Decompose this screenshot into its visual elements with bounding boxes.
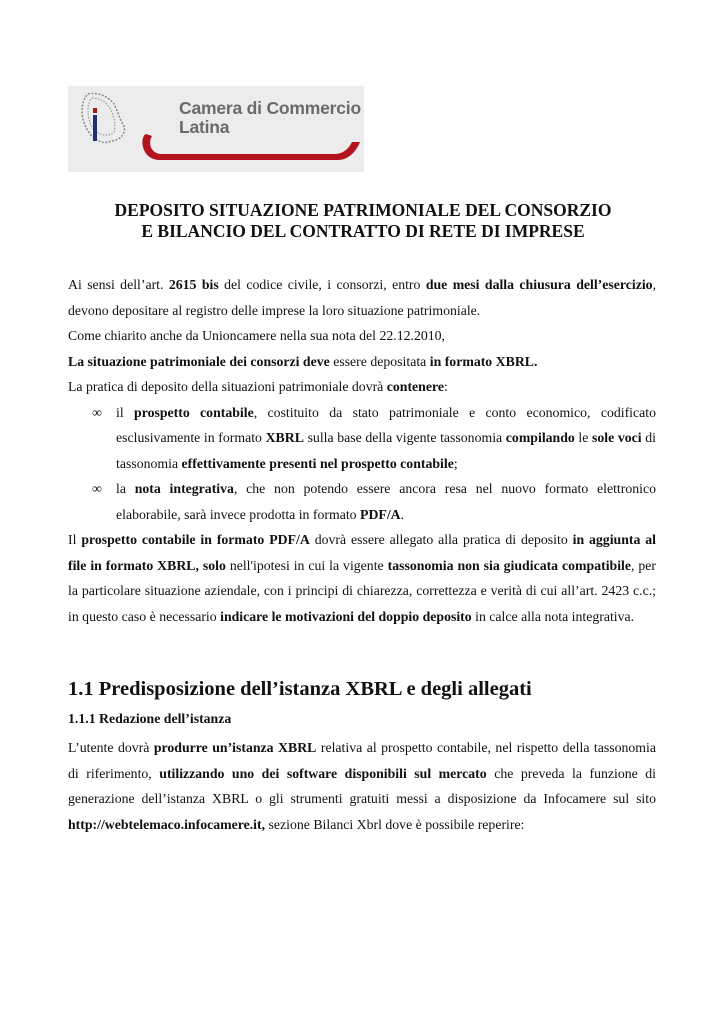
text: relativa al prospetto contabile, nel rispetto della tassonomia di riferimento, [68,740,656,781]
text: , per la particolare situazione aziendale, con i principi di chiarezza, correttezza e verità di cui all’art. 2423 c.c.; in questo caso è necessario [68,557,656,624]
logo-text [179,99,361,137]
bold-text: utilizzando uno dei software disponibili sul mercato [159,765,487,781]
logo [68,86,364,172]
paragraph-contents [68,374,656,400]
text: la [116,481,135,496]
bold-text: PDF/A [360,506,401,522]
bold-text: XBRL [265,430,304,445]
infinity-bullet-icon: ∞ [92,404,102,420]
bold-text: La situazione patrimoniale dei consorzi deve [68,353,330,369]
document-title [68,200,658,242]
bold-text: prospetto contabile in formato PDF/A [81,532,310,547]
paragraph-xbrl-format [68,349,656,375]
bold-text: compilando [505,430,575,445]
text: Ai sensi dell’art. [68,277,169,292]
bold-text: nota integrativa [134,481,234,496]
text: Il [68,532,82,547]
title-line-1: DEPOSITO SITUAZIONE PATRIMONIALE DEL CONSORZIO [114,200,612,220]
text: nell'ipotesi in cui la vigente [225,557,388,573]
text: La pratica di deposito della situazioni patrimoniale dovrà [68,379,387,394]
bold-text: tassonomia non sia giudicata compatibile [387,557,631,573]
text: , devono depositare al registro delle imprese la loro situazione patrimoniale. [68,277,657,318]
bold-text: contenere [386,379,444,394]
text: dovrà essere allegato alla pratica di deposito [309,532,573,547]
text: sulla base della vigente tassonomia [303,430,506,445]
logo-line-1: Camera di Commercio [179,98,361,118]
list-item [68,476,656,527]
bold-text: due mesi dalla chiusura dell’esercizio [425,277,653,292]
text: che preveda la funzione di generazione dell’istanza XBRL o gli strumenti gratuiti messi a disposizione da Infocamere sul sito [68,765,656,806]
bold-text: prospetto contabile [134,404,254,420]
text: del codice civile, i consorzi, entro [218,277,426,292]
text: il [116,404,135,420]
title-line-2: E BILANCIO DEL CONTRATTO DI RETE DI IMPRESE [141,221,585,241]
section-body [68,735,656,837]
text: sezione Bilanci Xbrl dove è possibile reperire: [265,816,525,832]
text: : [443,379,448,394]
document-body [68,272,656,629]
url-text: http://webtelemaco.infocamere.it, [68,816,266,832]
bold-text: in formato XBRL. [429,353,538,369]
text: , costituito da stato patrimoniale e conto economico, codificato esclusivamente in formato [116,404,656,445]
list-item [68,400,656,477]
text: di tassonomia [116,430,656,471]
text: L’utente dovrà [68,740,154,755]
bold-text: 2615 bis [168,277,219,292]
text: , che non potendo essere ancora resa nel nuovo formato elettronico elaborabile, sarà invece prodotta in formato [116,481,657,522]
subsection-heading: 1.1.1 Redazione dell’istanza [68,711,232,726]
paragraph-pdfa [68,527,656,629]
bold-text: indicare le motivazioni del doppio deposito [220,608,472,624]
text: in calce alla nota integrativa. [471,608,635,624]
bold-text: effettivamente presenti nel prospetto contabile [181,455,454,471]
paragraph-intro [68,272,656,323]
paragraph-instance [68,735,656,837]
bold-text: in aggiunta al file in formato XBRL, solo [68,532,656,573]
logo-line-2: Latina [179,117,230,137]
infinity-bullet-icon: ∞ [92,481,102,496]
section-heading: 1.1 Predisposizione dell’istanza XBRL e degli allegati [68,678,532,700]
text: ; [453,455,458,471]
text: le [574,430,593,445]
bold-text: sole voci [592,430,642,445]
bold-text: produrre un’istanza XBRL [153,740,317,755]
text: essere depositata [329,353,430,369]
text: . [400,506,405,522]
paragraph-unioncamere: Come chiarito anche da Unioncamere nella sua nota del 22.12.2010, [68,328,445,343]
